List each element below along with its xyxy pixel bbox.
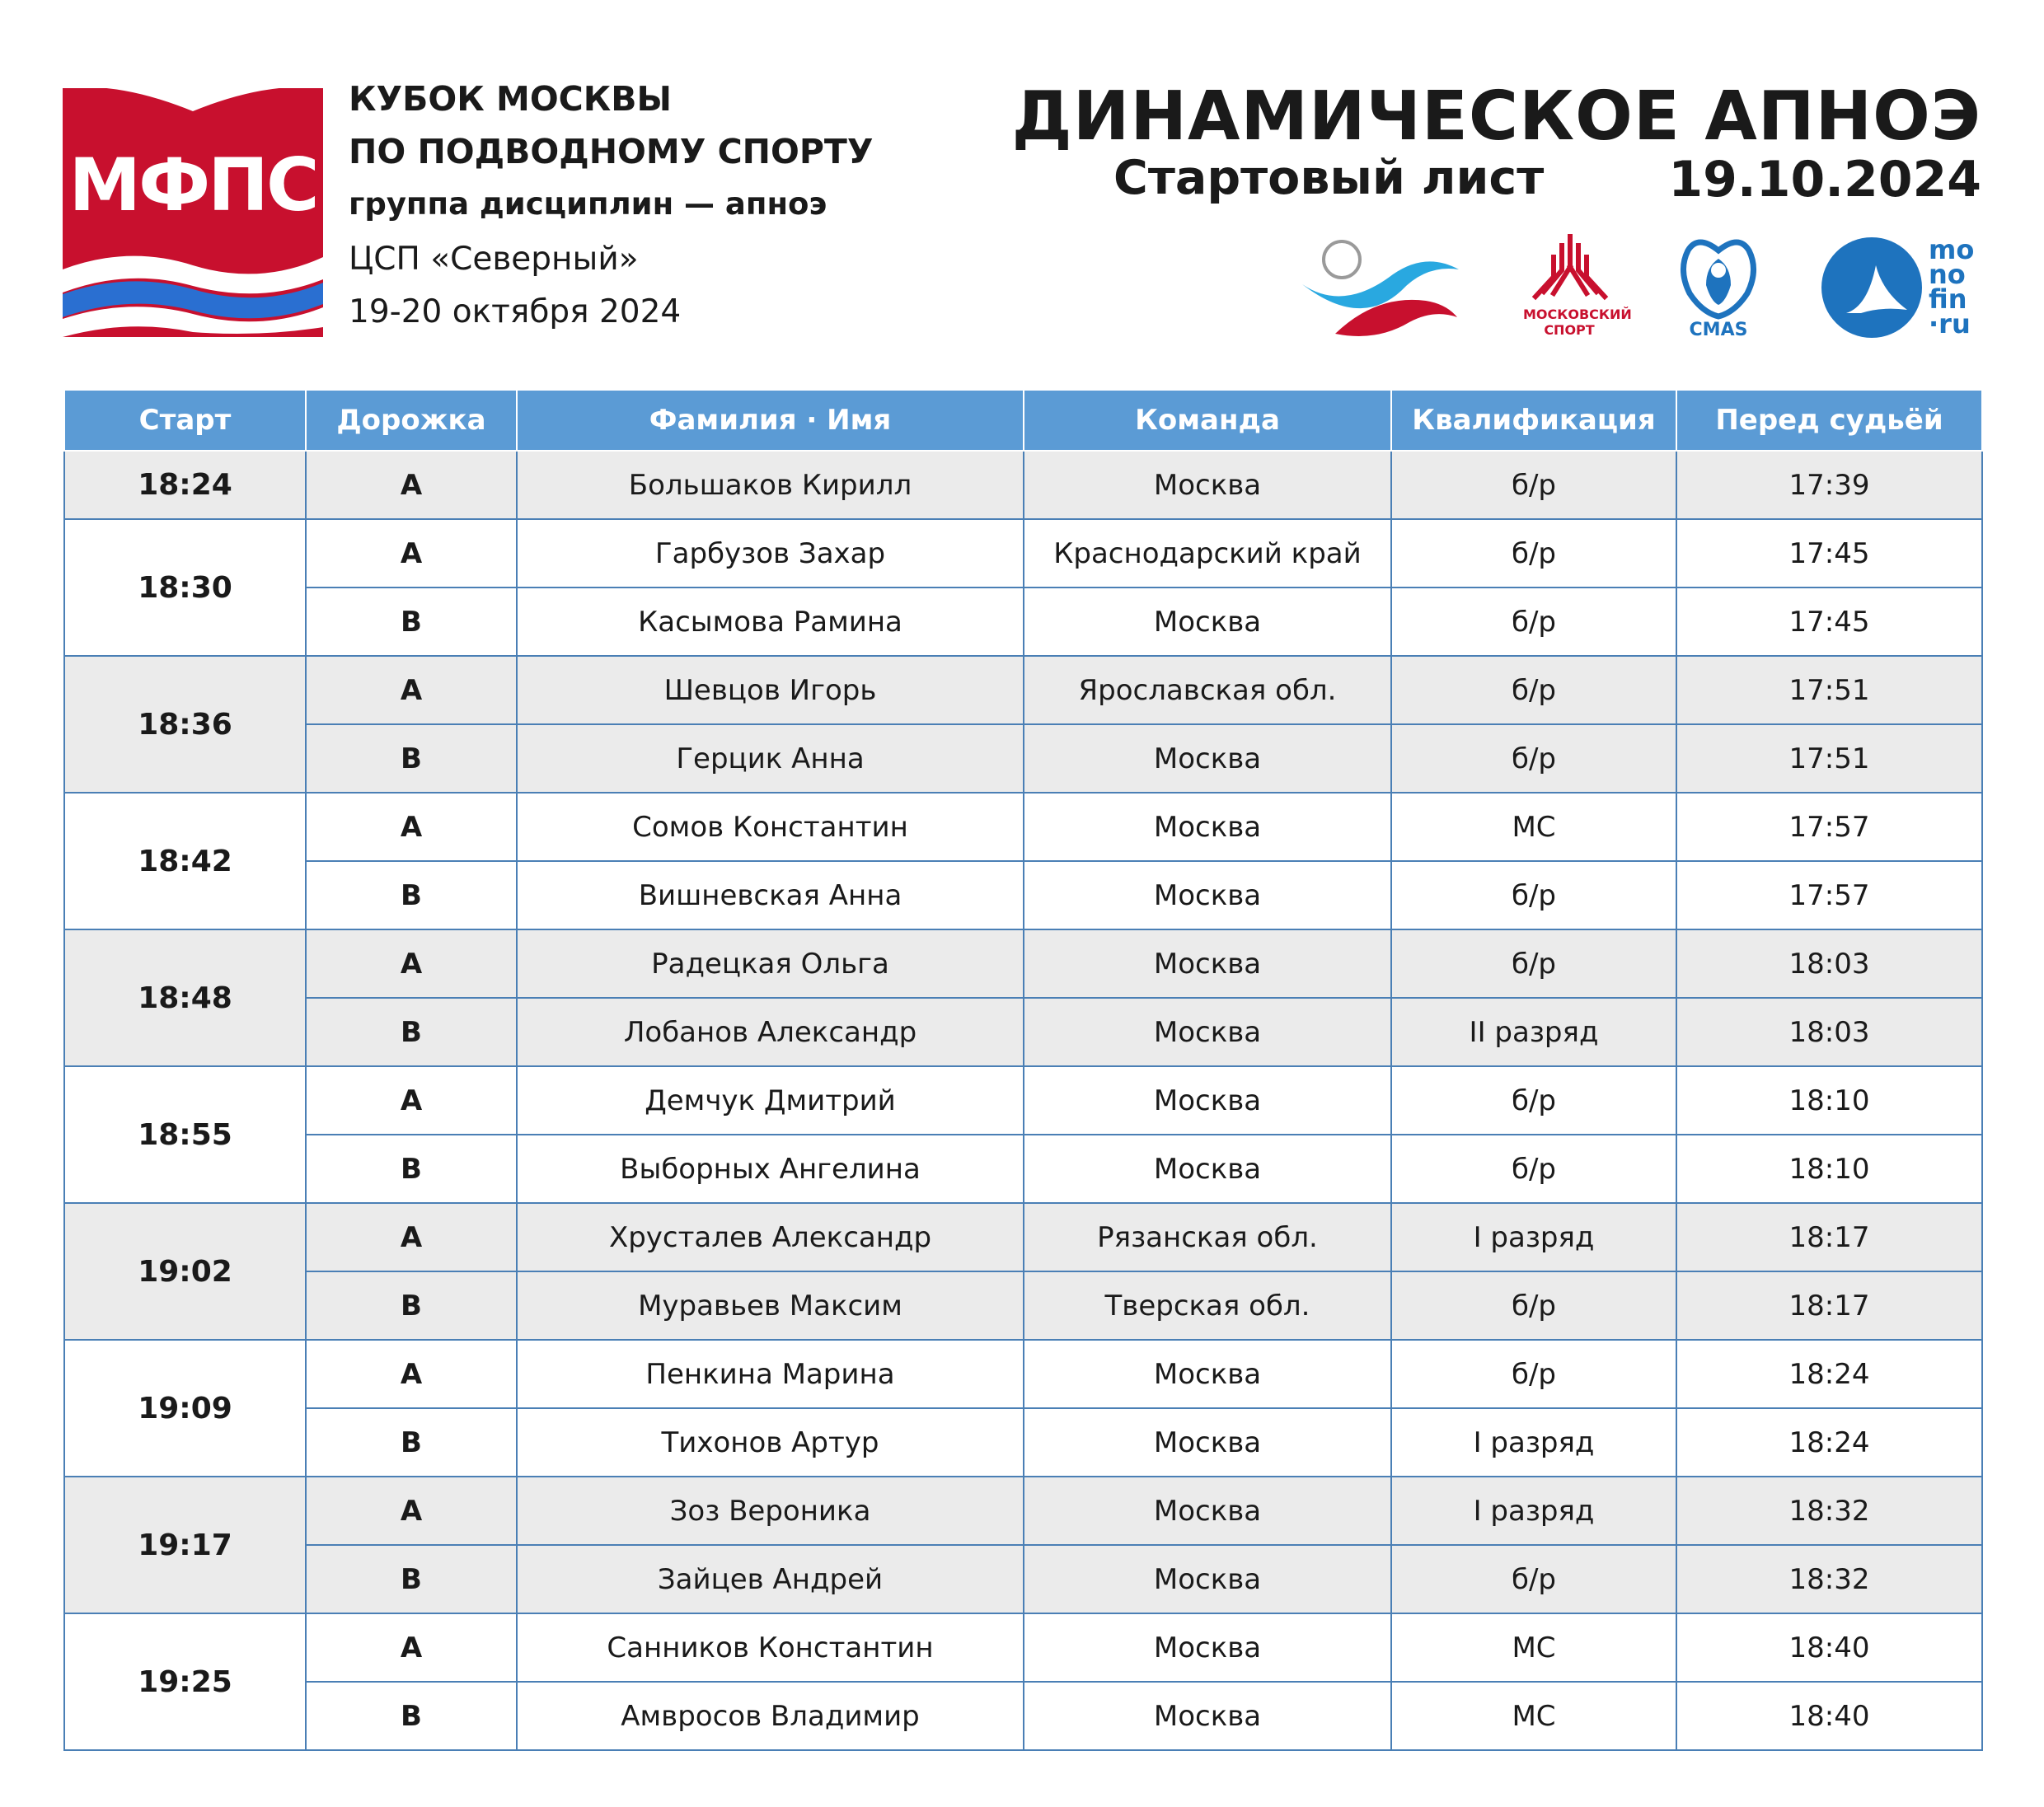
table-row (64, 588, 1982, 656)
table-row (64, 998, 1982, 1066)
table-row (64, 1477, 1982, 1545)
team-cell: Москва (1024, 1066, 1391, 1135)
lane-cell: B (306, 998, 517, 1066)
lane-cell: B (306, 588, 517, 656)
start-list-table (63, 389, 1983, 1751)
qualification-cell: б/р (1391, 861, 1676, 929)
athlete-name-cell: Лобанов Александр (517, 998, 1024, 1066)
table-row (64, 1203, 1982, 1271)
before-judge-time-cell: 18:10 (1676, 1135, 1982, 1203)
athlete-name-cell: Амвросов Владимир (517, 1682, 1024, 1750)
table-row (64, 1613, 1982, 1682)
athlete-name-cell: Зоз Вероника (517, 1477, 1024, 1545)
athlete-name-cell: Демчук Дмитрий (517, 1066, 1024, 1135)
lane-cell: B (306, 1682, 517, 1750)
start-list-subtitle: Стартовый лист (1113, 151, 1545, 205)
lane-cell: A (306, 929, 517, 998)
table-row (64, 861, 1982, 929)
table-row (64, 451, 1982, 519)
table-row (64, 793, 1982, 861)
header-before-judge: Перед судьёй (1676, 390, 1982, 451)
athlete-name-cell: Гарбузов Захар (517, 519, 1024, 588)
athlete-name-cell: Пенкина Марина (517, 1340, 1024, 1408)
team-cell: Москва (1024, 588, 1391, 656)
table-row (64, 1340, 1982, 1408)
before-judge-time-cell: 17:57 (1676, 793, 1982, 861)
table-body (64, 451, 1982, 1750)
before-judge-time-cell: 18:03 (1676, 929, 1982, 998)
team-cell: Москва (1024, 861, 1391, 929)
qualification-cell: I разряд (1391, 1408, 1676, 1477)
athlete-name-cell: Радецкая Ольга (517, 929, 1024, 998)
qualification-cell: б/р (1391, 1271, 1676, 1340)
team-cell: Москва (1024, 1682, 1391, 1750)
team-cell: Москва (1024, 1135, 1391, 1203)
team-cell: Москва (1024, 724, 1391, 793)
monofin-logo (1821, 237, 1922, 338)
athlete-name-cell: Зайцев Андрей (517, 1545, 1024, 1613)
team-cell: Рязанская обл. (1024, 1203, 1391, 1271)
before-judge-time-cell: 17:51 (1676, 724, 1982, 793)
table-row (64, 1545, 1982, 1613)
athlete-name-cell: Сомов Константин (517, 793, 1024, 861)
header-qualification: Квалификация (1391, 390, 1676, 451)
athlete-name-cell: Шевцов Игорь (517, 656, 1024, 724)
lane-cell: A (306, 1066, 517, 1135)
athlete-name-cell: Герцик Анна (517, 724, 1024, 793)
qualification-cell: б/р (1391, 929, 1676, 998)
before-judge-time-cell: 18:03 (1676, 998, 1982, 1066)
lane-cell: B (306, 1135, 517, 1203)
lane-cell: A (306, 1477, 517, 1545)
start-time-cell: 19:02 (64, 1203, 306, 1340)
athlete-name-cell: Выборных Ангелина (517, 1135, 1024, 1203)
monofin-wordmark (1929, 234, 1978, 339)
start-time-cell: 18:36 (64, 656, 306, 793)
competition-date: 19.10.2024 (1668, 151, 1981, 208)
before-judge-time-cell: 17:45 (1676, 519, 1982, 588)
cmas-label: CMAS (1689, 320, 1748, 340)
header-team: Команда (1024, 390, 1391, 451)
start-time-cell: 19:09 (64, 1340, 306, 1477)
event-title: КУБОК МОСКВЫ (349, 79, 673, 119)
before-judge-time-cell: 18:17 (1676, 1203, 1982, 1271)
team-cell: Москва (1024, 1613, 1391, 1682)
table-row (64, 519, 1982, 588)
qualification-cell: МС (1391, 1682, 1676, 1750)
qualification-cell: МС (1391, 1613, 1676, 1682)
lane-cell: A (306, 1340, 517, 1408)
before-judge-time-cell: 18:24 (1676, 1340, 1982, 1408)
athlete-name-cell: Тихонов Артур (517, 1408, 1024, 1477)
lane-cell: B (306, 1271, 517, 1340)
mfps-logo (63, 88, 323, 337)
table-row (64, 1066, 1982, 1135)
before-judge-time-cell: 18:10 (1676, 1066, 1982, 1135)
table-row (64, 929, 1982, 998)
start-time-cell: 19:25 (64, 1613, 306, 1750)
lane-cell: B (306, 861, 517, 929)
qualification-cell: б/р (1391, 724, 1676, 793)
table-header-row (64, 390, 1982, 451)
team-cell: Ярославская обл. (1024, 656, 1391, 724)
team-cell: Москва (1024, 929, 1391, 998)
cmas-logo (1673, 234, 1764, 321)
before-judge-time-cell: 17:51 (1676, 656, 1982, 724)
monofin-word-4: ·ru (1929, 308, 1971, 339)
qualification-cell: б/р (1391, 588, 1676, 656)
team-cell: Москва (1024, 1408, 1391, 1477)
team-cell: Москва (1024, 451, 1391, 519)
moscow-sport-label: МОСКОВСКИЙ СПОРТ (1523, 307, 1632, 338)
mfps-logo-text: МФПС (68, 143, 317, 227)
team-cell: Москва (1024, 1477, 1391, 1545)
team-cell: Тверская обл. (1024, 1271, 1391, 1340)
event-discipline-group: группа дисциплин — апноэ (349, 186, 827, 222)
table-row (64, 1682, 1982, 1750)
monofin-word-3: fin (1929, 283, 1967, 315)
athlete-name-cell: Касымова Рамина (517, 588, 1024, 656)
team-cell: Москва (1024, 793, 1391, 861)
before-judge-time-cell: 17:39 (1676, 451, 1982, 519)
before-judge-time-cell: 18:32 (1676, 1477, 1982, 1545)
before-judge-time-cell: 17:57 (1676, 861, 1982, 929)
table-row (64, 1135, 1982, 1203)
event-venue: ЦСП «Северный» (349, 241, 639, 278)
qualification-cell: б/р (1391, 1066, 1676, 1135)
lane-cell: A (306, 451, 517, 519)
before-judge-time-cell: 18:24 (1676, 1408, 1982, 1477)
qualification-cell: б/р (1391, 656, 1676, 724)
team-cell: Краснодарский край (1024, 519, 1391, 588)
qualification-cell: б/р (1391, 519, 1676, 588)
qualification-cell: МС (1391, 793, 1676, 861)
lane-cell: B (306, 724, 517, 793)
qualification-cell: б/р (1391, 451, 1676, 519)
discipline-title: ДИНАМИЧЕСКОЕ АПНОЭ (1011, 77, 1981, 156)
lane-cell: B (306, 1408, 517, 1477)
wave-logo (1302, 236, 1459, 344)
athlete-name-cell: Вишневская Анна (517, 861, 1024, 929)
lane-cell: A (306, 1613, 517, 1682)
table-row (64, 1271, 1982, 1340)
qualification-cell: I разряд (1391, 1203, 1676, 1271)
table-row (64, 1408, 1982, 1477)
lane-cell: A (306, 519, 517, 588)
athlete-name-cell: Большаков Кирилл (517, 451, 1024, 519)
event-dates: 19-20 октября 2024 (349, 293, 682, 330)
start-time-cell: 18:55 (64, 1066, 306, 1203)
qualification-cell: б/р (1391, 1340, 1676, 1408)
qualification-cell: II разряд (1391, 998, 1676, 1066)
before-judge-time-cell: 18:17 (1676, 1271, 1982, 1340)
qualification-cell: б/р (1391, 1135, 1676, 1203)
header-start: Старт (64, 390, 306, 451)
lane-cell: B (306, 1545, 517, 1613)
before-judge-time-cell: 18:40 (1676, 1682, 1982, 1750)
monofin-word-1: mo (1929, 234, 1975, 265)
header-name: Фамилия · Имя (517, 390, 1024, 451)
lane-cell: A (306, 1203, 517, 1271)
qualification-cell: б/р (1391, 1545, 1676, 1613)
header-lane: Дорожка (306, 390, 517, 451)
before-judge-time-cell: 17:45 (1676, 588, 1982, 656)
athlete-name-cell: Санников Константин (517, 1613, 1024, 1682)
table-row (64, 656, 1982, 724)
lane-cell: A (306, 656, 517, 724)
lane-cell: A (306, 793, 517, 861)
start-time-cell: 18:48 (64, 929, 306, 1066)
before-judge-time-cell: 18:32 (1676, 1545, 1982, 1613)
table-row (64, 724, 1982, 793)
start-time-cell: 18:24 (64, 451, 306, 519)
qualification-cell: I разряд (1391, 1477, 1676, 1545)
team-cell: Москва (1024, 998, 1391, 1066)
start-time-cell: 19:17 (64, 1477, 306, 1613)
team-cell: Москва (1024, 1545, 1391, 1613)
athlete-name-cell: Муравьев Максим (517, 1271, 1024, 1340)
team-cell: Москва (1024, 1340, 1391, 1408)
monofin-word-2: no (1929, 259, 1966, 290)
start-time-cell: 18:30 (64, 519, 306, 656)
event-sport: ПО ПОДВОДНОМУ СПОРТУ (349, 132, 874, 171)
athlete-name-cell: Хрусталев Александр (517, 1203, 1024, 1271)
start-time-cell: 18:42 (64, 793, 306, 929)
before-judge-time-cell: 18:40 (1676, 1613, 1982, 1682)
